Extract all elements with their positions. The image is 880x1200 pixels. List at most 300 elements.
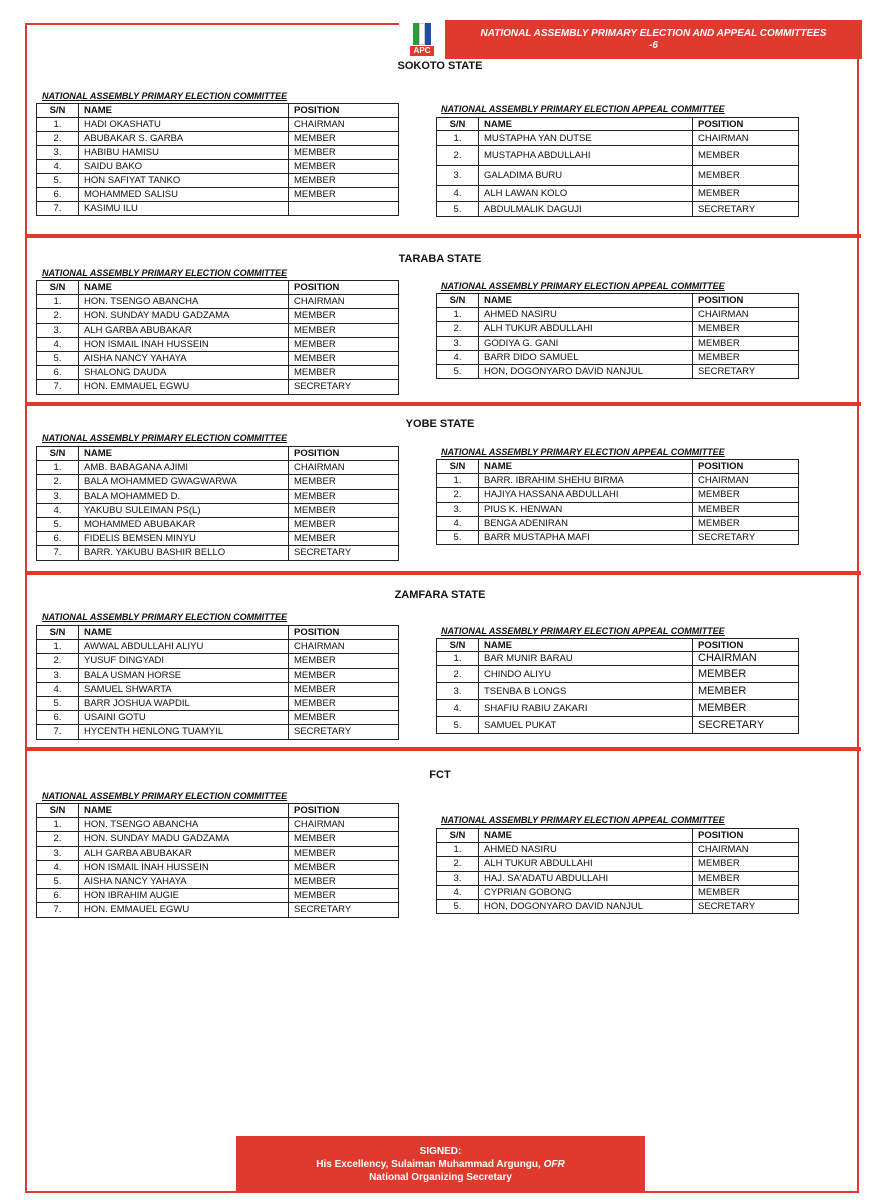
cell-name: YAKUBU SULEIMAN PS(L)	[79, 503, 289, 517]
column-header-sn: S/N	[437, 294, 479, 308]
cell-position: MEMBER	[693, 350, 799, 364]
cell-sn: 1.	[37, 461, 79, 475]
cell-name: HON. SUNDAY MADU GADZAMA	[79, 309, 289, 323]
cell-name: BAR MUNIR BARAU	[479, 652, 693, 666]
cell-sn: 1.	[437, 474, 479, 488]
cell-name: HON. TSENGO ABANCHA	[79, 295, 289, 309]
cell-sn: 7.	[37, 903, 79, 917]
appeal-committee-caption: NATIONAL ASSEMBLY PRIMARY ELECTION APPEAL COMMITTEE	[441, 447, 725, 457]
cell-position: MEMBER	[289, 309, 399, 323]
table-row	[37, 860, 399, 874]
cell-position: MEMBER	[289, 874, 399, 888]
appeal-committee-caption: NATIONAL ASSEMBLY PRIMARY ELECTION APPEAL COMMITTEE	[441, 815, 725, 825]
cell-position: SECRETARY	[693, 364, 799, 378]
cell-sn: 4.	[437, 350, 479, 364]
cell-sn: 5.	[37, 351, 79, 365]
appeal-committee-caption: NATIONAL ASSEMBLY PRIMARY ELECTION APPEAL COMMITTEE	[441, 104, 725, 114]
cell-position: CHAIRMAN	[289, 461, 399, 475]
column-header-name: NAME	[479, 460, 693, 474]
table-row	[37, 475, 399, 489]
cell-name: HON. SUNDAY MADU GADZAMA	[79, 832, 289, 846]
cell-name: TSENBA B LONGS	[479, 683, 693, 700]
table-row	[37, 874, 399, 888]
column-header-sn: S/N	[37, 104, 79, 118]
cell-position: MEMBER	[289, 517, 399, 531]
table-row	[37, 711, 399, 725]
table-row	[437, 364, 799, 378]
cell-name: HON ISMAIL INAH HUSSEIN	[79, 860, 289, 874]
cell-sn: 4.	[437, 700, 479, 717]
cell-position: CHAIRMAN	[693, 652, 799, 666]
cell-name: MOHAMMED SALISU	[79, 188, 289, 202]
cell-sn: 2.	[37, 654, 79, 668]
table-row	[37, 517, 399, 531]
table-row	[37, 337, 399, 351]
table-header-row	[437, 639, 799, 652]
cell-name: AHMED NASIRU	[479, 843, 693, 857]
table-row	[437, 146, 799, 166]
table-row	[437, 652, 799, 666]
table-row	[37, 489, 399, 503]
cell-name: HON, DOGONYARO DAVID NANJUL	[479, 899, 693, 913]
cell-sn: 1.	[437, 652, 479, 666]
appeal-committee-caption: NATIONAL ASSEMBLY PRIMARY ELECTION APPEAL COMMITTEE	[441, 626, 725, 636]
cell-name: SAMUEL SHWARTA	[79, 682, 289, 696]
column-header-position: POSITION	[289, 804, 399, 818]
cell-name: HON SAFIYAT TANKO	[79, 174, 289, 188]
cell-sn: 3.	[437, 683, 479, 700]
cell-position: SECRETARY	[693, 717, 799, 734]
column-header-sn: S/N	[37, 281, 79, 295]
cell-sn: 7.	[37, 380, 79, 394]
primary-committee-caption: NATIONAL ASSEMBLY PRIMARY ELECTION COMMITTEE	[42, 612, 288, 622]
state-title: SOKOTO STATE	[397, 60, 483, 72]
primary-committee-table	[36, 803, 399, 918]
cell-sn: 2.	[437, 857, 479, 871]
cell-position: MEMBER	[289, 475, 399, 489]
cell-position: MEMBER	[289, 711, 399, 725]
cell-position: CHAIRMAN	[693, 131, 799, 146]
cell-position: MEMBER	[289, 696, 399, 710]
cell-name: BALA USMAN HORSE	[79, 668, 289, 682]
cell-sn: 2.	[37, 309, 79, 323]
cell-name: MUSTAPHA YAN DUTSE	[479, 131, 693, 146]
cell-position: CHAIRMAN	[693, 308, 799, 322]
column-header-position: POSITION	[693, 639, 799, 652]
table-row	[437, 131, 799, 146]
column-header-name: NAME	[479, 294, 693, 308]
cell-position: MEMBER	[289, 654, 399, 668]
cell-sn: 7.	[37, 546, 79, 560]
table-row	[37, 295, 399, 309]
cell-name: ALH LAWAN KOLO	[479, 186, 693, 202]
cell-name: AMB. BABAGANA AJIMI	[79, 461, 289, 475]
cell-sn: 4.	[37, 860, 79, 874]
cell-position: SECRETARY	[693, 530, 799, 544]
table-row	[437, 308, 799, 322]
cell-sn: 2.	[437, 488, 479, 502]
table-row	[437, 488, 799, 502]
cell-position: MEMBER	[289, 132, 399, 146]
table-header-row	[437, 829, 799, 843]
cell-name: BARR. YAKUBU BASHIR BELLO	[79, 546, 289, 560]
cell-sn: 6.	[37, 532, 79, 546]
cell-position: MEMBER	[289, 366, 399, 380]
cell-position: CHAIRMAN	[289, 118, 399, 132]
cell-sn: 5.	[437, 364, 479, 378]
cell-position: MEMBER	[693, 666, 799, 683]
cell-sn: 3.	[37, 146, 79, 160]
primary-committee-table	[36, 446, 399, 561]
cell-name: AHMED NASIRU	[479, 308, 693, 322]
cell-sn: 3.	[37, 846, 79, 860]
table-header-row	[437, 460, 799, 474]
cell-name: MUSTAPHA ABDULLAHI	[479, 146, 693, 166]
table-row	[37, 889, 399, 903]
column-header-name: NAME	[79, 626, 289, 640]
cell-sn: 2.	[437, 666, 479, 683]
cell-name: HON, DOGONYARO DAVID NANJUL	[479, 364, 693, 378]
table-row	[437, 700, 799, 717]
cell-sn: 5.	[437, 202, 479, 217]
table-row	[437, 516, 799, 530]
cell-position: SECRETARY	[693, 899, 799, 913]
cell-sn: 6.	[37, 366, 79, 380]
primary-committee-caption: NATIONAL ASSEMBLY PRIMARY ELECTION COMMITTEE	[42, 433, 288, 443]
table-row	[37, 351, 399, 365]
cell-sn: 5.	[37, 174, 79, 188]
table-row	[437, 322, 799, 336]
column-header-name: NAME	[79, 447, 289, 461]
cell-position: SECRETARY	[289, 725, 399, 739]
logo-text: APC	[410, 46, 435, 56]
cell-name: BALA MOHAMMED D.	[79, 489, 289, 503]
column-header-position: POSITION	[693, 829, 799, 843]
cell-name: SHALONG DAUDA	[79, 366, 289, 380]
column-header-name: NAME	[79, 281, 289, 295]
cell-position: MEMBER	[693, 502, 799, 516]
cell-sn: 5.	[37, 517, 79, 531]
table-header-row	[37, 447, 399, 461]
column-header-name: NAME	[79, 804, 289, 818]
cell-name: HAJ. SA'ADATU ABDULLAHI	[479, 871, 693, 885]
cell-position: MEMBER	[693, 683, 799, 700]
cell-position: MEMBER	[693, 857, 799, 871]
table-header-row	[437, 118, 799, 131]
cell-position: MEMBER	[289, 846, 399, 860]
table-row	[437, 202, 799, 217]
cell-sn: 2.	[437, 146, 479, 166]
cell-name: FIDELIS BEMSEN MINYU	[79, 532, 289, 546]
cell-position	[289, 202, 399, 216]
cell-position: SECRETARY	[289, 546, 399, 560]
cell-name: SHAFIU RABIU ZAKARI	[479, 700, 693, 717]
table-row	[37, 682, 399, 696]
signature-block	[236, 1136, 645, 1192]
cell-position: CHAIRMAN	[289, 818, 399, 832]
cell-sn: 6.	[37, 188, 79, 202]
cell-name: HON ISMAIL INAH HUSSEIN	[79, 337, 289, 351]
cell-position: CHAIRMAN	[693, 843, 799, 857]
table-row	[37, 366, 399, 380]
cell-name: KASIMU ILU	[79, 202, 289, 216]
cell-sn: 5.	[437, 899, 479, 913]
table-row	[437, 166, 799, 186]
table-row	[437, 871, 799, 885]
signatory-title: National Organizing Secretary	[369, 1171, 512, 1183]
cell-name: HYCENTH HENLONG TUAMYIL	[79, 725, 289, 739]
cell-position: MEMBER	[289, 532, 399, 546]
cell-position: MEMBER	[289, 337, 399, 351]
cell-name: CYPRIAN GOBONG	[479, 885, 693, 899]
cell-sn: 2.	[37, 832, 79, 846]
table-row	[37, 202, 399, 216]
column-header-sn: S/N	[37, 804, 79, 818]
table-row	[437, 502, 799, 516]
table-row	[37, 668, 399, 682]
cell-name: SAMUEL PUKAT	[479, 717, 693, 734]
cell-name: ALH GARBA ABUBAKAR	[79, 323, 289, 337]
primary-committee-caption: NATIONAL ASSEMBLY PRIMARY ELECTION COMMITTEE	[42, 91, 288, 101]
table-row	[37, 846, 399, 860]
cell-sn: 5.	[37, 696, 79, 710]
apc-logo	[399, 20, 445, 59]
cell-sn: 4.	[437, 516, 479, 530]
cell-position: CHAIRMAN	[289, 295, 399, 309]
table-row	[37, 503, 399, 517]
cell-name: PIUS K. HENWAN	[479, 502, 693, 516]
cell-position: MEMBER	[289, 668, 399, 682]
cell-position: CHAIRMAN	[693, 474, 799, 488]
column-header-position: POSITION	[289, 626, 399, 640]
table-row	[437, 717, 799, 734]
table-header-row	[37, 104, 399, 118]
cell-sn: 2.	[37, 475, 79, 489]
cell-sn: 1.	[37, 640, 79, 654]
cell-position: CHAIRMAN	[289, 640, 399, 654]
section-divider	[25, 402, 861, 406]
appeal-committee-table	[436, 293, 799, 379]
cell-sn: 7.	[37, 202, 79, 216]
cell-sn: 4.	[437, 186, 479, 202]
signed-label: SIGNED:	[419, 1145, 462, 1157]
cell-sn: 1.	[437, 131, 479, 146]
table-row	[37, 146, 399, 160]
cell-position: MEMBER	[693, 885, 799, 899]
appeal-committee-caption: NATIONAL ASSEMBLY PRIMARY ELECTION APPEAL COMMITTEE	[441, 281, 725, 291]
cell-sn: 3.	[37, 323, 79, 337]
section-divider	[25, 571, 861, 575]
cell-sn: 4.	[37, 160, 79, 174]
table-header-row	[37, 281, 399, 295]
cell-sn: 3.	[437, 871, 479, 885]
cell-name: HON. TSENGO ABANCHA	[79, 818, 289, 832]
column-header-sn: S/N	[437, 118, 479, 131]
cell-sn: 1.	[437, 308, 479, 322]
appeal-committee-table	[436, 117, 799, 217]
table-row	[37, 323, 399, 337]
column-header-sn: S/N	[437, 460, 479, 474]
cell-name: USAINI GOTU	[79, 711, 289, 725]
cell-name: CHINDO ALIYU	[479, 666, 693, 683]
cell-position: MEMBER	[693, 186, 799, 202]
cell-name: AWWAL ABDULLAHI ALIYU	[79, 640, 289, 654]
table-row	[37, 188, 399, 202]
cell-position: SECRETARY	[289, 380, 399, 394]
cell-name: HON. EMMAUEL EGWU	[79, 380, 289, 394]
cell-sn: 5.	[437, 530, 479, 544]
table-row	[37, 696, 399, 710]
cell-sn: 4.	[437, 885, 479, 899]
cell-name: HON. EMMAUEL EGWU	[79, 903, 289, 917]
section-divider	[25, 234, 861, 238]
cell-name: BALA MOHAMMED GWAGWARWA	[79, 475, 289, 489]
table-row	[437, 474, 799, 488]
cell-position: MEMBER	[693, 700, 799, 717]
column-header-sn: S/N	[437, 829, 479, 843]
cell-name: YUSUF DINGYADI	[79, 654, 289, 668]
column-header-sn: S/N	[37, 626, 79, 640]
table-row	[437, 350, 799, 364]
state-title: ZAMFARA STATE	[394, 589, 486, 601]
cell-sn: 3.	[437, 502, 479, 516]
section-divider	[25, 747, 861, 751]
cell-position: MEMBER	[289, 503, 399, 517]
cell-sn: 3.	[37, 668, 79, 682]
cell-name: AISHA NANCY YAHAYA	[79, 874, 289, 888]
table-row	[37, 546, 399, 560]
cell-position: MEMBER	[693, 871, 799, 885]
state-title: TARABA STATE	[398, 253, 482, 265]
cell-name: AISHA NANCY YAHAYA	[79, 351, 289, 365]
cell-position: MEMBER	[289, 832, 399, 846]
cell-position: MEMBER	[693, 166, 799, 186]
cell-name: BENGA ADENIRAN	[479, 516, 693, 530]
cell-position: MEMBER	[693, 488, 799, 502]
cell-name: ABDULMALIK DAGUJI	[479, 202, 693, 217]
table-row	[37, 640, 399, 654]
table-row	[37, 380, 399, 394]
table-row	[437, 843, 799, 857]
table-row	[37, 725, 399, 739]
appeal-committee-table	[436, 638, 799, 734]
appeal-committee-table	[436, 459, 799, 545]
table-row	[37, 532, 399, 546]
column-header-position: POSITION	[289, 447, 399, 461]
cell-position: MEMBER	[289, 489, 399, 503]
table-row	[437, 683, 799, 700]
table-row	[37, 903, 399, 917]
column-header-sn: S/N	[37, 447, 79, 461]
cell-sn: 7.	[37, 725, 79, 739]
table-row	[37, 160, 399, 174]
table-row	[437, 899, 799, 913]
column-header-position: POSITION	[693, 294, 799, 308]
cell-sn: 1.	[437, 843, 479, 857]
cell-name: BARR MUSTAPHA MAFI	[479, 530, 693, 544]
table-row	[437, 186, 799, 202]
column-header-name: NAME	[479, 639, 693, 652]
cell-name: GALADIMA BURU	[479, 166, 693, 186]
cell-name: MOHAMMED ABUBAKAR	[79, 517, 289, 531]
column-header-position: POSITION	[693, 118, 799, 131]
cell-sn: 1.	[37, 818, 79, 832]
signatory-name: His Excellency, Sulaiman Muhammad Argungu, OFR	[316, 1158, 565, 1170]
column-header-position: POSITION	[289, 104, 399, 118]
table-header-row	[437, 294, 799, 308]
column-header-sn: S/N	[437, 639, 479, 652]
column-header-position: POSITION	[693, 460, 799, 474]
table-row	[37, 309, 399, 323]
column-header-name: NAME	[479, 118, 693, 131]
cell-name: HABIBU HAMISU	[79, 146, 289, 160]
header-page-number: -6	[649, 39, 658, 51]
cell-sn: 5.	[37, 874, 79, 888]
cell-sn: 3.	[37, 489, 79, 503]
primary-committee-caption: NATIONAL ASSEMBLY PRIMARY ELECTION COMMITTEE	[42, 791, 288, 801]
cell-name: ALH GARBA ABUBAKAR	[79, 846, 289, 860]
table-row	[37, 832, 399, 846]
cell-position: MEMBER	[289, 146, 399, 160]
cell-sn: 1.	[37, 295, 79, 309]
primary-committee-table	[36, 103, 399, 216]
primary-committee-table	[36, 280, 399, 395]
cell-name: HADI OKASHATU	[79, 118, 289, 132]
cell-position: MEMBER	[289, 351, 399, 365]
cell-sn: 3.	[437, 336, 479, 350]
cell-name: ALH TUKUR ABDULLAHI	[479, 857, 693, 871]
table-row	[437, 530, 799, 544]
table-row	[437, 336, 799, 350]
cell-sn: 4.	[37, 682, 79, 696]
table-header-row	[37, 626, 399, 640]
table-row	[37, 118, 399, 132]
cell-name: HON IBRAHIM AUGIE	[79, 889, 289, 903]
cell-name: BARR DIDO SAMUEL	[479, 350, 693, 364]
cell-position: MEMBER	[289, 188, 399, 202]
cell-sn: 6.	[37, 889, 79, 903]
header-banner	[445, 20, 862, 59]
cell-name: ALH TUKUR ABDULLAHI	[479, 322, 693, 336]
table-row	[437, 666, 799, 683]
primary-committee-caption: NATIONAL ASSEMBLY PRIMARY ELECTION COMMITTEE	[42, 268, 288, 278]
cell-sn: 4.	[37, 337, 79, 351]
cell-position: MEMBER	[693, 322, 799, 336]
table-row	[37, 461, 399, 475]
cell-name: HAJIYA HASSANA ABDULLAHI	[479, 488, 693, 502]
column-header-position: POSITION	[289, 281, 399, 295]
table-row	[437, 857, 799, 871]
table-row	[437, 885, 799, 899]
cell-position: MEMBER	[289, 860, 399, 874]
cell-name: BARR. IBRAHIM SHEHU BIRMA	[479, 474, 693, 488]
primary-committee-table	[36, 625, 399, 740]
cell-name: BARR JOSHUA WAPDIL	[79, 696, 289, 710]
table-header-row	[37, 804, 399, 818]
appeal-committee-table	[436, 828, 799, 914]
cell-position: MEMBER	[289, 160, 399, 174]
cell-position: SECRETARY	[693, 202, 799, 217]
cell-name: GODIYA G. GANI	[479, 336, 693, 350]
cell-sn: 2.	[437, 322, 479, 336]
cell-position: MEMBER	[289, 889, 399, 903]
cell-sn: 2.	[37, 132, 79, 146]
cell-position: MEMBER	[693, 336, 799, 350]
flag-stripes-icon	[413, 23, 431, 45]
cell-sn: 1.	[37, 118, 79, 132]
cell-position: MEMBER	[289, 174, 399, 188]
table-row	[37, 654, 399, 668]
